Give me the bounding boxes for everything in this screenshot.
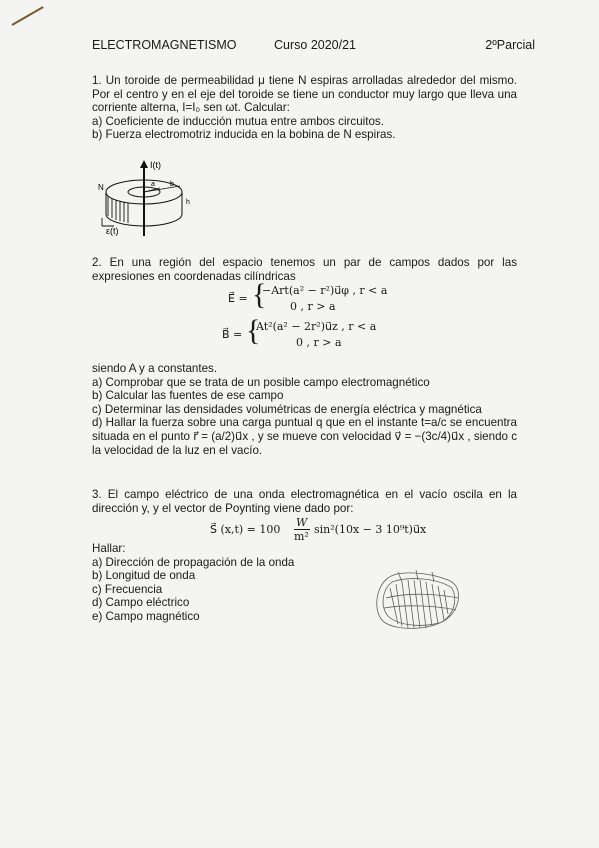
question-2-item-d: d) Hallar la fuerza sobre una carga puntual q que en el instante t=a/c se encuentra situada en el punto r⃗ = (a/2)u⃗x , y se mueve con velocidad v⃗ = −(3c/4)u⃗x , siendo c la velocidad de la luz en el vacío. [92,416,517,457]
current-arrow-icon [140,160,148,168]
question-3-item-d: d) Campo eléctrico [92,596,190,610]
question-3-item-e: e) Campo magnético [92,609,200,623]
E-case-inside: −Art(a² − r²)u⃗φ , r < a [262,284,388,297]
field-E-equation: E⃗ = { −Art(a² − r²)u⃗φ , r < a 0 , r > a [228,278,388,313]
question-3-hallar: Hallar: [92,542,126,555]
poynting-rhs: sin²(10x − 3 10⁹t)u⃗x [314,523,427,536]
question-2-item-b: b) Calcular las fuentes de ese campo [92,389,284,403]
field-B-equation: B⃗ = { At²(a² − 2r²)u⃗z , r < a 0 , r > a [222,314,377,349]
exam-label: 2ºParcial [485,38,535,52]
radius-a-label: a [151,181,155,188]
question-2-item-a: a) Comprobar que se trata de un posible campo electromagnético [92,375,430,389]
toroid-windings [108,196,128,223]
poynting-unit-num: W [296,516,308,529]
pen-mark [12,6,44,26]
poynting-unit-den: m² [294,530,309,543]
question-3-item-a: a) Dirección de propagación de la onda [92,555,295,569]
poynting-equation [210,516,460,544]
height-h-label: h [186,199,190,206]
handwritten-scribble [368,568,470,634]
question-3-intro: 3. El campo eléctrico de una onda electromagnética en el vacío oscila en la dirección y, y el vector de Poynting viene dado por: [92,488,517,515]
question-2-parts [92,362,517,457]
subject-title: ELECTROMAGNETISMO [92,38,237,52]
B-case-inside: At²(a² − 2r²)u⃗z , r < a [256,320,377,333]
question-2-intro: 2. En una región del espacio tenemos un par de campos dados por las expresiones en coordenadas cilíndricas [92,256,517,283]
question-3 [92,488,517,515]
E-case-outside: 0 , r > a [290,300,336,313]
turns-label: N [98,183,104,192]
question-1-item-a: a) Coeficiente de inducción mutua entre ambos circuitos. [92,114,384,128]
question-1 [92,74,517,142]
radius-b-label: b [170,181,174,188]
poynting-lhs: S⃗ (x,t) = 100 [210,523,281,536]
question-3-item-b: b) Longitud de onda [92,569,196,583]
B-lhs: B⃗ = [222,328,243,341]
current-label: I(t) [150,160,161,170]
question-1-text: 1. Un toroide de permeabilidad μ tiene N espiras arrolladas alrededor del mismo. Por el centro y en el eje del toroide se tiene un conductor muy largo que lleva una corriente alterna, I=I₀ sen ωt. Calcular: [92,74,517,115]
question-2-constants: siendo A y a constantes. [92,362,218,375]
emf-label: ε(t) [106,226,119,236]
course-year: Curso 2020/21 [274,38,357,52]
question-1-item-b: b) Fuerza electromotriz inducida en la bobina de N espiras. [92,128,396,142]
E-lhs: E⃗ = [228,292,248,305]
question-3-item-c: c) Frecuencia [92,582,163,596]
B-case-outside: 0 , r > a [296,336,342,349]
toroid-figure [94,160,224,238]
question-2-item-c: c) Determinar las densidades volumétricas de energía eléctrica y magnética [92,402,482,416]
question-2 [92,256,517,283]
